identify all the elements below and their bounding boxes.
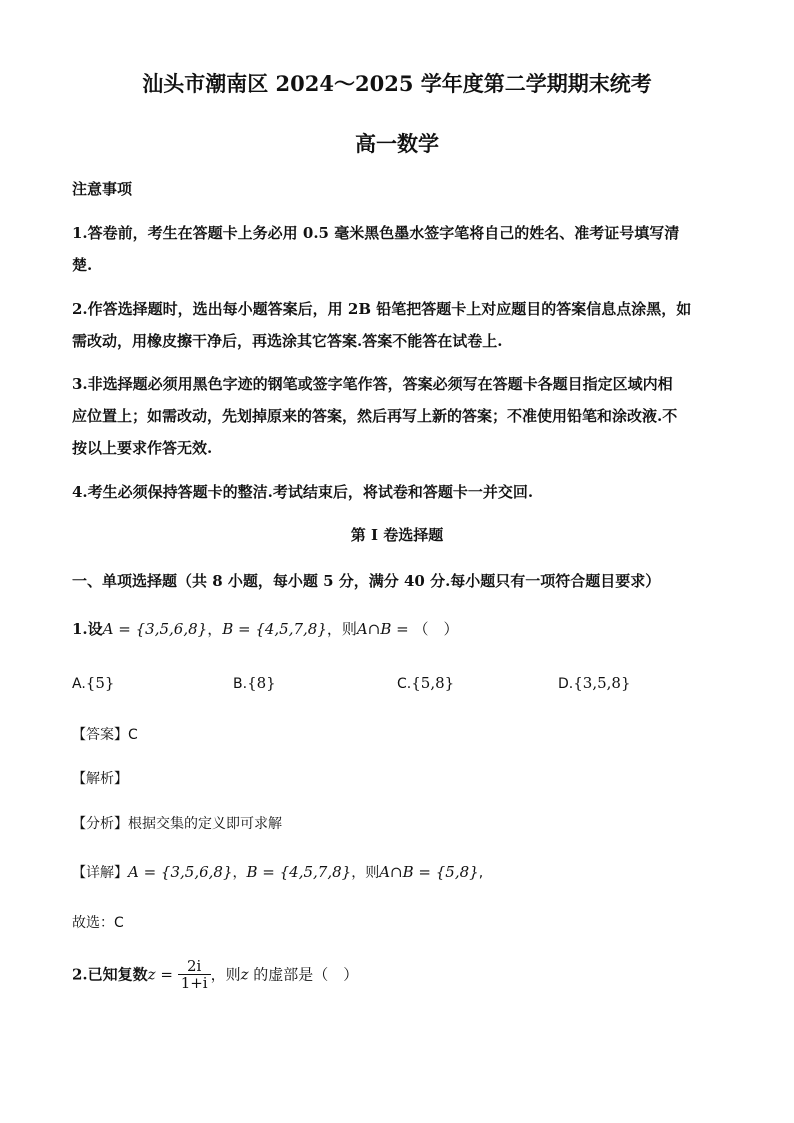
- q1-detail-then: ，则: [351, 865, 380, 881]
- q2-z-eq: z =: [147, 965, 178, 984]
- q1-answer: [72, 724, 138, 744]
- q1-option-a: [72, 674, 114, 692]
- q1-option-d-label: D.: [558, 676, 574, 692]
- q2-z: z: [240, 965, 249, 984]
- note-3-line-1: 3.非选择题必须用黑色字迹的钢笔或签字笔作答，答案必须写在答题卡各题目指定区域内相: [72, 375, 673, 393]
- q1-choose: 故选：C: [72, 915, 124, 931]
- q1-detail-label: 【详解】: [72, 865, 128, 881]
- q1-eq: = （ ）: [391, 620, 459, 638]
- question-1: [72, 618, 458, 639]
- q2-numerator: 2i: [178, 958, 211, 975]
- q1-option-a-value: {5}: [85, 674, 115, 692]
- q1-fenxi: [72, 813, 282, 833]
- q1-detail-sep: ，: [232, 865, 247, 881]
- exam-title: 汕头市潮南区 2024～2025 学年度第二学期期末统考: [142, 71, 652, 96]
- q2-denominator: 1+i: [180, 974, 208, 992]
- part-1-heading: 一、单项选择题（共 8 小题，每小题 5 分，满分 40 分.每小题只有一项符合题目要求）: [72, 572, 661, 590]
- q1-option-b-value: {8}: [247, 674, 276, 692]
- notes-heading: 注意事项: [72, 180, 133, 198]
- q1-fenxi-label: 【分析】: [72, 816, 128, 832]
- note-3-line-3: 按以上要求作答无效.: [72, 439, 213, 457]
- note-1-line-2: 楚.: [72, 256, 93, 274]
- note-3-line-2: 应位置上；如需改动，先划掉原来的答案，然后再写上新的答案；不准使用铅笔和涂改液.不: [72, 407, 678, 425]
- q1-sep: ，: [207, 620, 223, 638]
- q1-prefix: 1.设: [72, 620, 103, 638]
- q1-answer-label: 【答案】: [72, 727, 128, 743]
- q1-expr: A∩B: [356, 620, 392, 638]
- q1-analysis-label: 【解析】: [72, 771, 128, 787]
- q1-option-c-label: C.: [397, 676, 412, 692]
- q1-answer-value: C: [128, 727, 138, 743]
- section-title: 第 I 卷选择题: [350, 526, 444, 544]
- note-2-line-1: 2.作答选择题时，选出每小题答案后，用 2B 铅笔把答题卡上对应题目的答案信息点涂黑，如: [72, 300, 692, 318]
- q1-option-a-label: A.: [72, 676, 86, 692]
- q1-option-c: [397, 674, 454, 692]
- q1-set-a: A = {3,5,6,8}: [102, 620, 208, 638]
- q1-set-b: B = {4,5,7,8}: [222, 620, 327, 638]
- question-2: [72, 958, 358, 991]
- q1-detail-set-b: B = {4,5,7,8}: [246, 863, 352, 881]
- note-1-line-1: 1.答卷前，考生在答题卡上务必用 0.5 毫米黑色墨水签字笔将自己的姓名、准考证号填写清: [72, 224, 680, 242]
- exam-subtitle: 高一数学: [355, 131, 439, 156]
- q1-detail: [72, 862, 483, 882]
- q1-option-d: [558, 674, 631, 692]
- q1-fenxi-text: 根据交集的定义即可求解: [128, 816, 282, 832]
- q2-fraction: [178, 958, 211, 991]
- q2-mid: ，则: [210, 965, 241, 984]
- note-4-line-1: 4.考生必须保持答题卡的整洁.考试结束后，将试卷和答题卡一并交回.: [72, 483, 534, 501]
- q1-option-b-label: B.: [233, 676, 248, 692]
- q2-tail: 的虚部是（ ）: [248, 965, 359, 984]
- q1-detail-set-a: A = {3,5,6,8}: [128, 863, 233, 881]
- q1-ask: ，则: [326, 620, 357, 638]
- q1-option-c-value: {5,8}: [411, 674, 455, 692]
- q1-detail-end: ,: [478, 865, 484, 881]
- q1-option-d-value: {3,5,8}: [573, 674, 631, 692]
- q2-prefix: 2.已知复数: [72, 965, 148, 984]
- note-2-line-2: 需改动，用橡皮擦干净后，再选涂其它答案.答案不能答在试卷上.: [72, 332, 503, 350]
- q1-option-b: [233, 674, 276, 692]
- q1-detail-result: A∩B = {5,8}: [379, 863, 479, 881]
